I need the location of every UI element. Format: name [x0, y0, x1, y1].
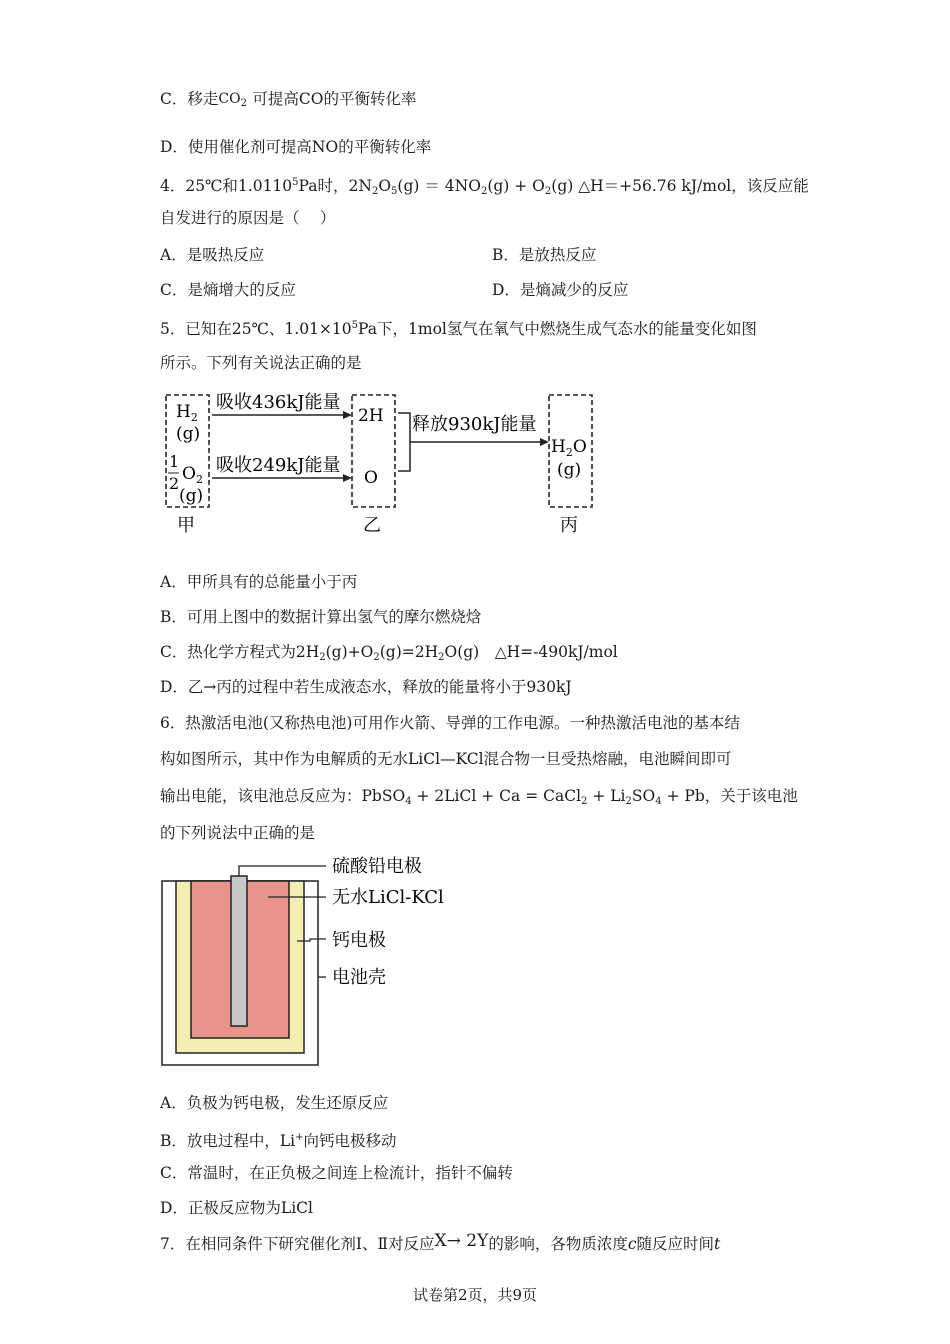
- label-jia: 甲: [177, 515, 195, 536]
- q6-stem-line3: 输出电能，该电池总反应为：PbSO$_4$ + 2LiCl + Ca = CaCl$_2$ + $Li_2SO_4 + Pb$，关于该电池: [160, 787, 798, 807]
- q5-stem-line2: 所示。下列有关说法正确的是: [160, 354, 362, 372]
- q3-option-c: C．移走 $CO_2$ 可提高CO的平衡转化率: [160, 88, 416, 110]
- battery-diagram: [160, 853, 480, 1068]
- o-label: O: [364, 468, 378, 488]
- label-bing: 丙: [560, 515, 578, 536]
- label-calcium-electrode: 钙电极: [332, 930, 386, 951]
- o2-label: $O_2$: [182, 464, 203, 486]
- q5-stem: 5．已知在25℃、$1.01\times 10^5Pa$下，1mol氢气在氧气中燃烧生成气态水的能量变化如图: [160, 320, 757, 338]
- q4-option-a: A．是吸热反应: [160, 246, 265, 264]
- arrow-249-label: 吸收249kJ能量: [216, 455, 341, 476]
- q7-stem: 7．在相同条件下研究催化剂Ⅰ、Ⅱ对反应X→ 2Y的影响，各物质浓度c随反应时间t: [160, 1231, 721, 1253]
- half-den: 2: [169, 474, 180, 493]
- q4-stem: 4．25℃和1.0110$^5$Pa时，$2N_2O_5(g) = 4NO_2(g) + O_2(g)$ △H＝+56.76 kJ/mol，该反应能: [160, 177, 809, 197]
- q4-stem-line2: 自发进行的原因是（ ）: [160, 209, 336, 227]
- q6-stem-line1: 6．热激活电池(又称热电池)可用作火箭、导弹的工作电源。一种热激活电池的基本结: [160, 714, 740, 732]
- h2-g-label: (g): [176, 424, 201, 444]
- label-shell: 电池壳: [332, 967, 386, 988]
- label-lead-electrode: 硫酸铅电极: [332, 856, 422, 877]
- label-yi: 乙: [363, 515, 381, 536]
- q6-option-d: D．正极反应物为LiCl: [160, 1199, 313, 1217]
- half-num: 1: [169, 452, 180, 471]
- bracket: [398, 413, 410, 471]
- q6-option-b: B．放电过程中，Li+向钙电极移动: [160, 1132, 397, 1150]
- arrow-930-label: 释放930kJ能量: [412, 414, 537, 435]
- q5-option-b: B．可用上图中的数据计算出氢气的摩尔燃烧焓: [160, 608, 482, 626]
- q6-option-a: A．负极为钙电极，发生还原反应: [160, 1094, 389, 1112]
- h2-label: $H_2$: [176, 402, 198, 424]
- h2o-label: $H_2O$: [551, 437, 587, 459]
- lead-sulfate-electrode: [231, 876, 247, 1026]
- arrow-436-label: 吸收436kJ能量: [216, 392, 341, 413]
- q4-option-d: D．是熵减少的反应: [492, 281, 629, 299]
- energy-diagram: [160, 385, 610, 540]
- q6-stem-line2: 构如图所示，其中作为电解质的无水LiCl—KCl混合物一旦受热熔融，电池瞬间即可: [160, 750, 732, 768]
- q5-option-c: C．热化学方程式为$2H_2(g)+O_2(g)=2H_2O(g)$ △H=-490kJ/mol: [160, 643, 618, 663]
- o2-g-label: (g): [179, 486, 204, 506]
- two-h-label: 2H: [358, 406, 384, 426]
- q4-option-b: B．是放热反应: [492, 246, 597, 264]
- h2o-g-label: (g): [557, 460, 582, 480]
- q5-option-a: A．甲所具有的总能量小于丙: [160, 573, 358, 591]
- q6-option-c: C．常温时，在正负极之间连上检流计，指针不偏转: [160, 1164, 513, 1182]
- co2-formula: $CO_2$: [218, 91, 247, 109]
- label-electrolyte: 无水LiCl-KCl: [332, 887, 444, 908]
- page-footer: 试卷第2页，共9页: [412, 1286, 538, 1304]
- q5-option-d: D．乙→丙的过程中若生成液态水，释放的能量将小于930kJ: [160, 678, 572, 696]
- q3-option-d: D．使用催化剂可提高NO的平衡转化率: [160, 138, 432, 156]
- q6-stem-line4: 的下列说法中正确的是: [160, 824, 316, 842]
- q4-option-c: C．是熵增大的反应: [160, 281, 296, 299]
